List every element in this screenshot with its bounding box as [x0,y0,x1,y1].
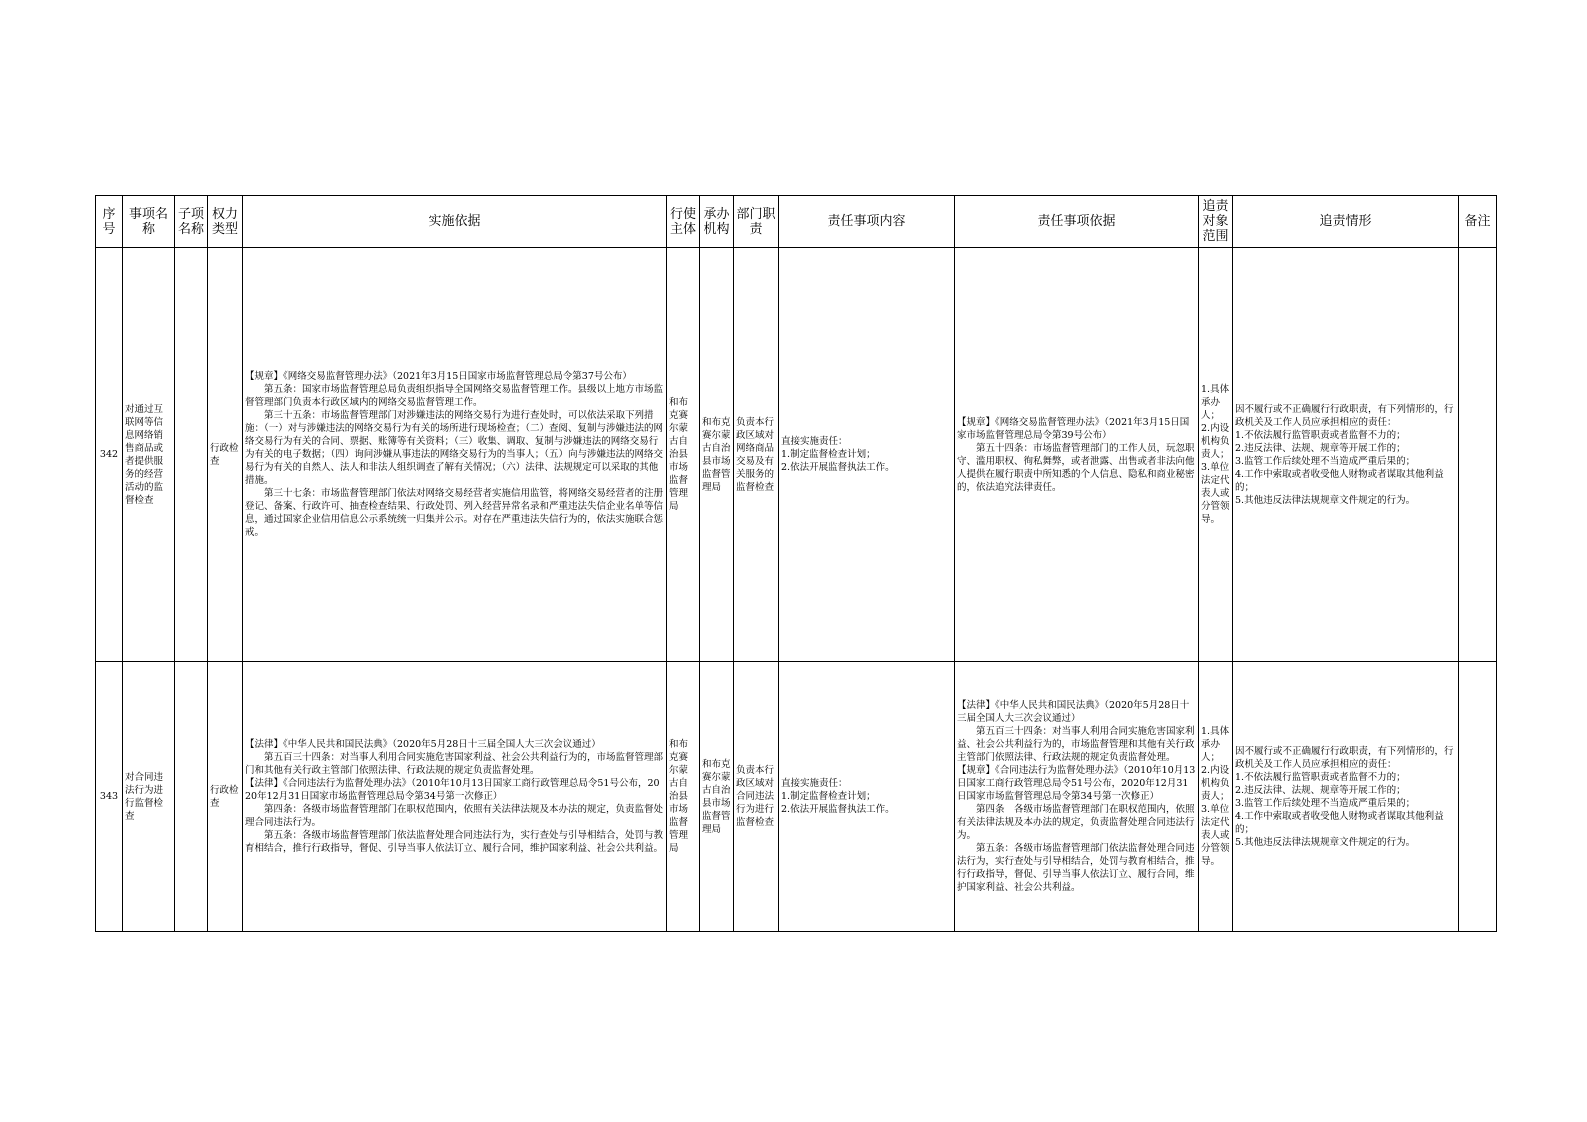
cell-item-name: 对通过互联网等信息网络销售商品或者提供服务的经营活动的监督检查 [123,248,175,662]
cell-agency: 和布克赛尔蒙古自治县市场监督管理局 [700,248,734,662]
cell-subject: 和布克赛尔蒙古自治县市场监督管理局 [667,248,700,662]
cell-resp-basis: 【法律】《中华人民共和国民法典》（2020年5月28日十三届全国人大三次会议通过） 第五百三十四条：对当事人利用合同实施危害国家利益、社会公共利益行为的，市场监督管理和其他有关行政主管部门依照法律、行政法规的规定负责监督处理。 【规章】《合同违法行为监督处理办法》（2010年10月13日国家工商行政管理总局令51号公布，2020年12月31日国家市场监督管理总局令第34号第一次修正） 第四条 各级市场监督管理部门在职权范围内，依照有关法律法规及本办法的规定，负责监督处理合同违法行为。 第五条：各级市场监督管理部门依法监督处理合同违法行为，实行查处与引导相结合，处罚与教育相结合，推行行政指导，督促、引导当事人依法订立、履行合同，维护国家利益、社会公共利益。 [955,662,1199,932]
cell-liability: 因不履行或不正确履行行政职责，有下列情形的，行政机关及工作人员应承担相应的责任： 1.不依法履行监管职责或者监督不力的； 2.违反法律、法规、规章等开展工作的； 3.监管工作后续处理不当造成严重后果的； 4.工作中索取或者收受他人财物或者谋取其他利益的； 5.其他违反法律法规规章文件规定的行为。 [1233,662,1459,932]
header-seq: 序号 [96,196,123,248]
header-remarks: 备注 [1459,196,1497,248]
table-row [96,662,1497,932]
header-resp-basis: 责任事项依据 [955,196,1199,248]
cell-remarks [1459,662,1497,932]
cell-subject: 和布克赛尔蒙古自治县市场监督管理局 [667,662,700,932]
header-dept-duty: 部门职责 [734,196,779,248]
cell-liability: 因不履行或不正确履行行政职责，有下列情形的，行政机关及工作人员应承担相应的责任： 1.不依法履行监管职责或者监督不力的； 2.违反法律、法规、规章等开展工作的； 3.监管工作后续处理不当造成严重后果的； 4.工作中索取或者收受他人财物或者谋取其他利益的； 5.其他违反法律法规规章文件规定的行为。 [1233,248,1459,662]
cell-accountable: 1.具体承办人； 2.内设机构负责人； 3.单位法定代表人或分管领导。 [1199,662,1233,932]
cell-accountable: 1.具体承办人； 2.内设机构负责人； 3.单位法定代表人或分管领导。 [1199,248,1233,662]
header-agency: 承办机构 [700,196,734,248]
header-resp-content: 责任事项内容 [779,196,955,248]
cell-resp-content: 直接实施责任： 1.制定监督检查计划； 2.依法开展监督执法工作。 [779,662,955,932]
header-basis: 实施依据 [243,196,667,248]
cell-seq: 342 [96,248,123,662]
cell-sub-item [175,248,208,662]
responsibility-table [95,195,1497,932]
cell-dept-duty: 负责本行政区域对合同违法行为进行监督检查 [734,662,779,932]
header-sub-item: 子项名称 [175,196,208,248]
cell-resp-content: 直接实施责任： 1.制定监督检查计划； 2.依法开展监督执法工作。 [779,248,955,662]
cell-power-type: 行政检查 [208,662,243,932]
cell-agency: 和布克赛尔蒙古自治县市场监督管理局 [700,662,734,932]
cell-item-name: 对合同违法行为进行监督检查 [123,662,175,932]
header-power-type: 权力类型 [208,196,243,248]
header-liability: 追责情形 [1233,196,1459,248]
header-subject: 行使主体 [667,196,700,248]
header-accountable: 追责对象范围 [1199,196,1233,248]
cell-sub-item [175,662,208,932]
header-item-name: 事项名称 [123,196,175,248]
table-row [96,248,1497,662]
header-row [96,196,1497,248]
cell-seq: 343 [96,662,123,932]
cell-power-type: 行政检查 [208,248,243,662]
cell-dept-duty: 负责本行政区域对网络商品交易及有关服务的监督检查 [734,248,779,662]
cell-remarks [1459,248,1497,662]
cell-basis: 【法律】《中华人民共和国民法典》（2020年5月28日十三届全国人大三次会议通过） 第五百三十四条：对当事人利用合同实施危害国家利益、社会公共利益行为的，市场监督管理部门和其他有关行政主管部门依照法律、行政法规的规定负责监督处理。 【法律】《合同违法行为监督处理办法》（2010年10月13日国家工商行政管理总局令51号公布，2020年12月31日国家市场监督管理总局令第34号第一次修正） 第四条：各级市场监督管理部门在职权范围内，依照有关法律法规及本办法的规定，负责监督处理合同违法行为。 第五条：各级市场监督管理部门依法监督处理合同违法行为，实行查处与引导相结合，处罚与教育相结合，推行行政指导，督促、引导当事人依法订立、履行合同，维护国家利益、社会公共利益。 [243,662,667,932]
cell-basis: 【规章】《网络交易监督管理办法》（2021年3月15日国家市场监督管理总局令第37号公布） 第五条：国家市场监督管理总局负责组织指导全国网络交易监督管理工作。县级以上地方市场监督管理部门负责本行政区域内的网络交易监督管理工作。 第三十五条：市场监督管理部门对涉嫌违法的网络交易行为进行查处时，可以依法采取下列措施：（一）对与涉嫌违法的网络交易行为有关的场所进行现场检查；（二）查阅、复制与涉嫌违法的网络交易行为有关的合同、票据、账簿等有关资料；（三）收集、调取、复制与涉嫌违法的网络交易行为有关的电子数据；（四）询问涉嫌从事违法的网络交易行为的当事人；（五）向与涉嫌违法的网络交易行为有关的自然人、法人和非法人组织调查了解有关情况；（六）法律、法规规定可以采取的其他措施。 第三十七条：市场监督管理部门依法对网络交易经营者实施信用监管，将网络交易经营者的注册登记、备案、行政许可、抽查检查结果、行政处罚、列入经营异常名录和严重违法失信企业名单等信息，通过国家企业信用信息公示系统统一归集并公示。对存在严重违法失信行为的，依法实施联合惩戒。 [243,248,667,662]
cell-resp-basis: 【规章】《网络交易监督管理办法》（2021年3月15日国家市场监督管理总局令第39号公布） 第五十四条：市场监督管理部门的工作人员，玩忽职守、滥用职权、徇私舞弊，或者泄露、出售或者非法向他人提供在履行职责中所知悉的个人信息、隐私和商业秘密的，依法追究法律责任。 [955,248,1199,662]
